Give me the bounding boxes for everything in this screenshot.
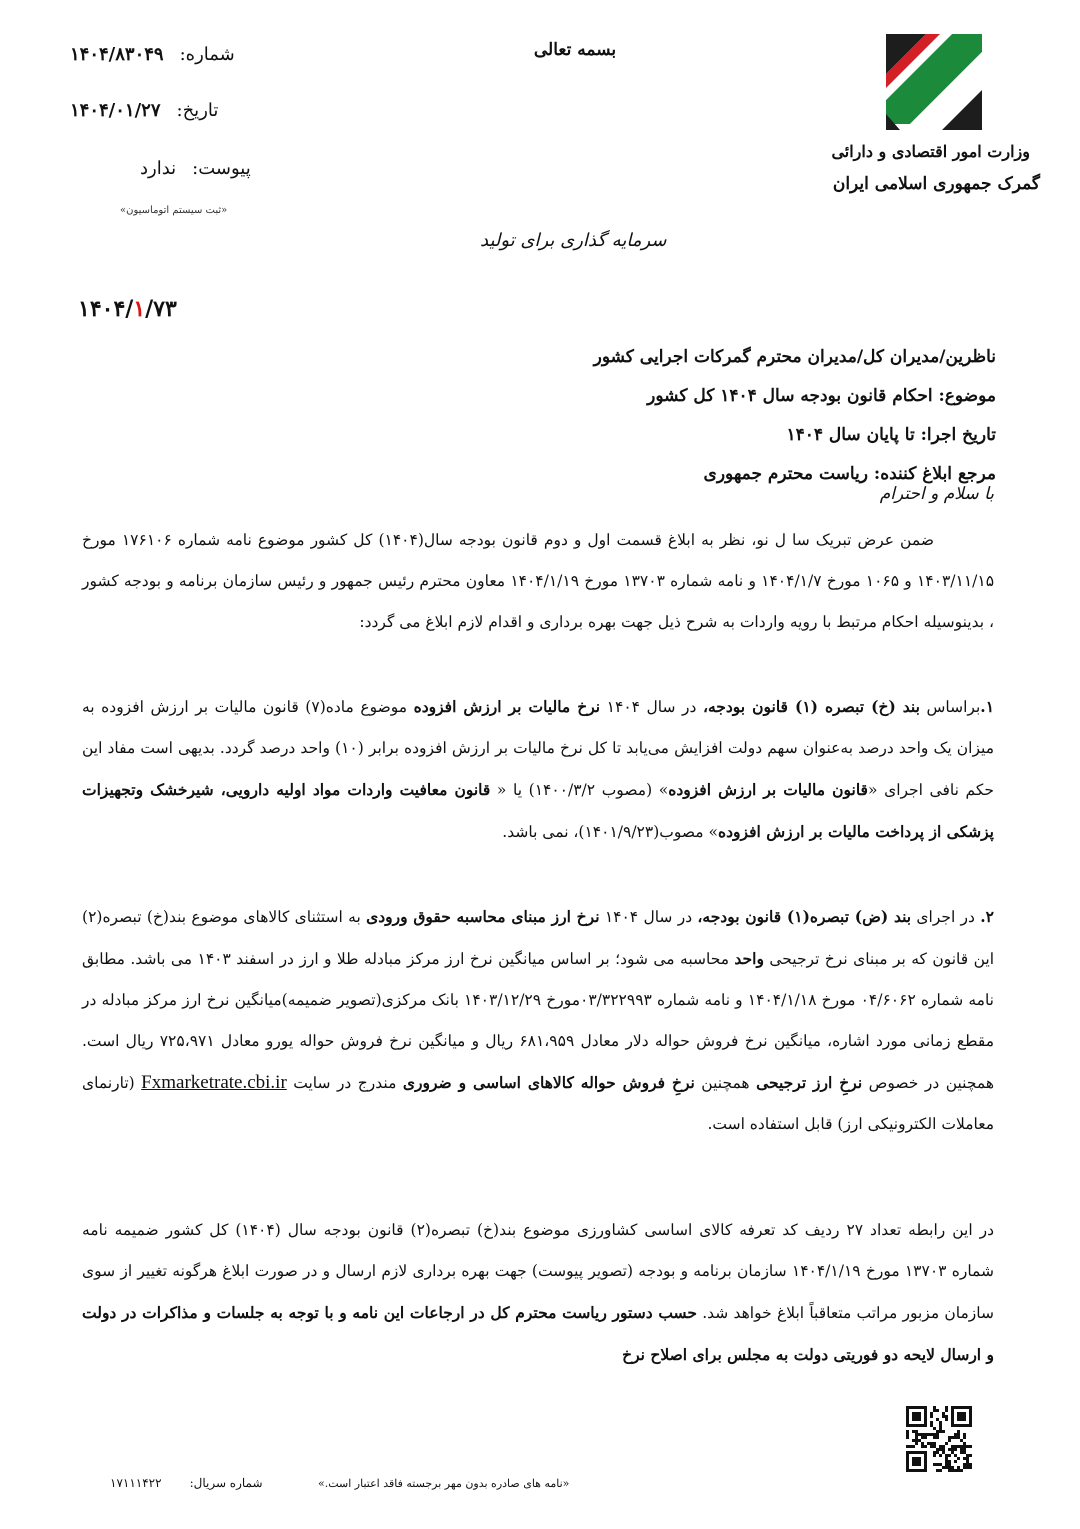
clause-1-number: ۱. [980, 697, 995, 716]
validity-note: «نامه های صادره بدون مهر برجسته فاقد اعتبار است.» [318, 1477, 570, 1490]
reference-number [78, 296, 177, 322]
letter-number-label: شماره: [179, 44, 235, 65]
system-note: «ثبت سیستم اتوماسیون» [120, 205, 228, 216]
execution-date: تاریخ اجرا: تا پایان سال ۱۴۰۴ [786, 425, 996, 445]
letter-attachment [140, 158, 251, 179]
qr-code-icon [906, 1406, 972, 1472]
clause-1-bold: قانون معافیت واردات مواد اولیه دارویی، شیرخشک وتجهیزات پزشکی از پرداخت مالیات بر ارزش افزوده [82, 780, 994, 841]
clause-2-text: همچنین [694, 1074, 757, 1092]
attachment-label: پیوست: [192, 158, 251, 179]
subject: موضوع: احکام قانون بودجه سال ۱۴۰۴ کل کشور [647, 386, 996, 406]
slogan: سرمایه گذاری برای تولید [480, 230, 667, 251]
clause-2-bold: نرخ ارز مبنای محاسبه حقوق ورودی [366, 907, 600, 926]
reference-part-1: ۱۴۰۴/ [78, 296, 134, 322]
clause-2-bold: واحد [734, 949, 764, 968]
attachment-value: ندارد [140, 158, 177, 179]
serial-label: شماره سریال: [189, 1476, 263, 1490]
clause-2-text: در سال ۱۴۰۴ [599, 908, 698, 926]
letter-date-label: تاریخ: [176, 100, 219, 121]
clause-2-bold: نرخِ ارز ترجیحی [756, 1073, 863, 1092]
clause-1-bold: نرخ مالیات بر ارزش افزوده [413, 697, 601, 716]
clause-1 [82, 686, 994, 853]
letter-date [70, 100, 218, 121]
letter-number [70, 44, 235, 65]
serial-value: ۱۷۱۱۱۴۲۲ [110, 1476, 162, 1490]
clause-2-text: محاسبه می شود؛ بر اساس میانگین نرخ ارز مرکز مبادله طلا و ارز در اسفند ۱۴۰۳ می باشد. مطابق نامه شماره ۰۴/۶۰۶۲ مورخ ۱۴۰۴/۱/۱۸ و نامه شماره ۰۳/۳۲۲۹۹۳مورخ ۱۴۰۳/۱۲/۲۹ بانک مرکزی(تصویر ضمیمه)میانگین نرخ ارز مرکز مبادله در مقطع زمانی مورد اشاره، میانگین نرخ فروش حواله دلار معادل ۶۸۱،۹۵۹ ریال و میانگین نرخ فروش حواله یورو معادل ۷۲۵،۹۷۱ ریال است. همچنین در خصوص [82, 950, 995, 1092]
clause-1-text: موضوع ماده(۷) قانون مالیات بر ارزش افزوده به میزان یک واحد درصد به‌عنوان سهم دولت افزایش می‌یابد تا کل نرخ مالیات بر ارزش افزوده برابر (۱۰) واحد درصد گردد. بدیهی است مفاد این حکم نافی اجرای « [82, 698, 994, 799]
clause-1-text: براساس [919, 698, 981, 716]
customs-logo-icon [880, 28, 988, 136]
clause-2-text: مندرج در سایت [286, 1074, 403, 1092]
clause-2-bold: نرخِ فروش حواله کالاهای اساسی و ضروری [402, 1073, 695, 1092]
clause-1-text: » مصوب(۱۴۰۱/۹/۲۳)، نمی باشد. [502, 823, 719, 841]
exchange-rate-site-link[interactable]: Fxmarketrate.cbi.ir [141, 1072, 287, 1093]
reference-part-2: ۱ [133, 296, 146, 322]
letter-headings [594, 338, 996, 494]
clause-2-text: در اجرای [911, 908, 981, 926]
letter-date-value: ۱۴۰۴/۰۱/۲۷ [70, 100, 161, 121]
clause-2-text: به استثنای کالاهای موضوع بند(خ) تبصره(۲) این قانون که بر مبنای نرخ ترجیحی [82, 908, 994, 968]
closing-bold: حسب دستور ریاست محترم کل در ارجاعات این نامه و با توجه به جلسات و مذاکرات در دولت و ارسال لایحه دو فوریتی دولت به مجلس برای اصلاح نرخ [82, 1303, 994, 1364]
clause-2-bold: بند (ض) تبصره(۱) قانون بودجه، [697, 907, 912, 926]
basmala: بسمه تعالی [533, 40, 617, 60]
closing-text: در این رابطه تعداد ۲۷ ردیف کد تعرفه کالای اساسی کشاورزی موضوع بند(خ) تبصره(۲) قانون بودجه سال (۱۴۰۴) کل کشور ضمیمه نامه شماره ۱۳۷۰۳ مورخ ۱۴۰۴/۱/۱۹ سازمان برنامه و بودجه (تصویر پیوست) جهت بهره برداری لازم ارسال و در صورت ابلاغ هرگونه تغییر از سوی سازمان مزبور مراتب متعاقباً ابلاغ خواهد شد. [82, 1221, 994, 1322]
clause-1-text: در سال ۱۴۰۴ [600, 698, 703, 716]
addressee: ناظرین/مدیران کل/مدیران محترم گمرکات اجرایی کشور [593, 347, 996, 367]
closing-paragraph [82, 1210, 994, 1378]
serial-number [110, 1476, 263, 1490]
clause-2-number: ۲. [980, 907, 994, 926]
clause-1-text: » (مصوب ۱۴۰۰/۳/۲) یا « [490, 781, 669, 799]
clause-1-bold: بند (خ) تبصره (۱) قانون بودجه، [702, 697, 920, 716]
ministry-name: وزارت امور اقتصادی و دارائی [831, 142, 1030, 161]
intro-paragraph: ضمن عرض تبریک سا ل نو، نظر به ابلاغ قسمت اول و دوم قانون بودجه سال(۱۴۰۴) کل کشور موضوع نامه شماره ۱۷۶۱۰۶ مورخ ۱۴۰۳/۱۱/۱۵ و ۱۰۶۵ مورخ ۱۴۰۴/۱/۷ و نامه شماره ۱۳۷۰۳ مورخ ۱۴۰۴/۱/۱۹ معاون محترم رئیس جمهور و رئیس سازمان برنامه و بودجه کشور ، بدینوسیله احکام مرتبط با رویه واردات به شرح ذیل جهت بهره برداری و اقدام لازم ابلاغ می گردد: [82, 531, 995, 631]
clause-2-text: (تارنمای معاملات الکترونیکی ارز) قابل استفاده است. [82, 1074, 994, 1133]
clause-2 [82, 896, 994, 1145]
letter-number-value: ۱۴۰۴/۸۳۰۴۹ [70, 44, 164, 65]
salutation: با سلام و احترام [879, 484, 994, 504]
clause-1-bold: قانون مالیات بر ارزش افزوده [668, 780, 868, 799]
customs-name: گمرک جمهوری اسلامی ایران [832, 174, 1040, 194]
issuing-authority: مرجع ابلاغ کننده: ریاست محترم جمهوری [703, 464, 996, 484]
reference-part-3: /۷۳ [145, 296, 177, 322]
